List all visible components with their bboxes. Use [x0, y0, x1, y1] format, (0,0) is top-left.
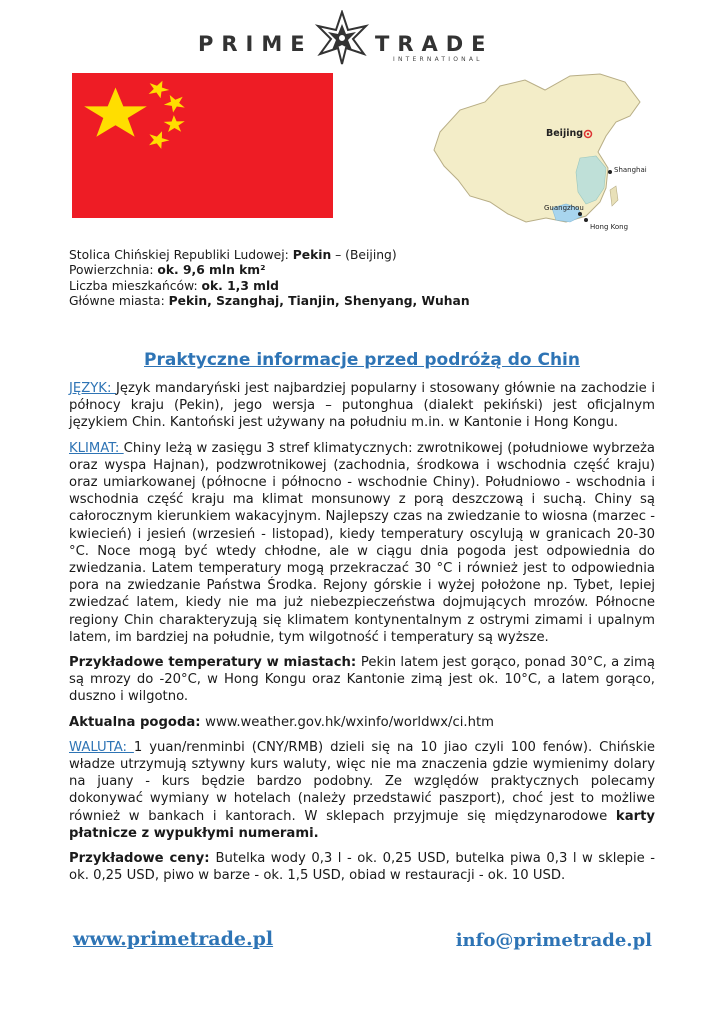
map-label-beijing: Beijing	[546, 128, 584, 139]
logo-star-icon	[312, 10, 372, 66]
china-map-image	[430, 72, 670, 242]
fact-capital: Stolica Chińskiej Republiki Ludowej: Pekin – (Beijing)	[69, 248, 397, 262]
paragraph-prices: Przykładowe ceny: Butelka wody 0,3 l - ok. 0,25 USD, butelka piwa 0,3 l w sklepie - ok. 0,25 USD, piwo w barze - ok. 1,5 USD, obiad w restauracji - ok. 10 USD.	[69, 851, 655, 884]
china-flag-image	[72, 73, 333, 218]
paragraph-currency: WALUTA: 1 yuan/renminbi (CNY/RMB) dzieli się na 10 jiao czyli 100 fenów). Chińskie władze utrzymują sztywny kurs waluty, więc nie ma znaczenia gdzie wymienimy dolary na juany - kurs będzie bardzo podobny. Ze względów praktycznych polecamy dokonywać wymiany w hotelach (należy przedstawić paszport), choć jest to możliwe również w bankach i kantorach. W sklepach przyjmuje się międzynarodowe karty płatnicze z wypukłymi numerami.	[69, 739, 655, 841]
paragraph-weather	[69, 714, 655, 731]
fact-cities: Główne miasta: Pekin, Szanghaj, Tianjin, Shenyang, Wuhan	[69, 293, 470, 308]
logo-subtitle: INTERNATIONAL	[393, 56, 483, 63]
label-temperatures: Przykładowe temperatury w miastach:	[69, 655, 361, 671]
fact-population: Liczba mieszkańców: ok. 1,3 mld	[69, 278, 279, 293]
country-facts	[69, 248, 470, 309]
footer-website-link[interactable]: www.primetrade.pl	[73, 928, 274, 950]
label-language: JĘZYK:	[69, 381, 116, 396]
logo-word-trade: TRADE	[375, 32, 494, 56]
company-logo	[0, 6, 724, 62]
label-prices: Przykładowe ceny:	[69, 851, 216, 867]
paragraph-language: JĘZYK: Język mandaryński jest najbardziej popularny i stosowany głównie na zachodzie i północy kraju (Pekin), jego wersja – putonghua (dialekt pekiński) jest oficjalnym językiem Chin. Kantoński jest używany na południu m.in. w Kantonie i Hong Kongu.	[69, 381, 655, 431]
paragraph-temperatures: Przykładowe temperatury w miastach: Pekin latem jest gorąco, ponad 30°C, a zimą są mrozy do -20°C, w Hong Kongu oraz Kantonie zimą jest ok. 10°C, a latem gorąco, duszno i wilgotno.	[69, 655, 655, 705]
label-weather: Aktualna pogoda:	[69, 714, 206, 730]
fact-area: Powierzchnia: ok. 9,6 mln km²	[69, 263, 266, 278]
map-label-hong-kong: Hong Kong	[590, 223, 629, 231]
map-label-shanghai: Shanghai	[614, 166, 647, 174]
map-label-guangzhou: Guangzhou	[544, 204, 584, 212]
label-climate: KLIMAT:	[69, 440, 124, 456]
weather-link[interactable]: www.weather.gov.hk/wxinfo/worldwx/ci.htm	[205, 714, 494, 730]
label-currency: WALUTA:	[69, 739, 134, 755]
paragraph-climate: KLIMAT: Chiny leżą w zasięgu 3 stref klimatycznych: zwrotnikowej (południowe wybrzeża oraz wyspa Hajnan), podzwrotnikowej (zachodnia, środkowa i wschodnia część kraju) oraz umiarkowanej (północne i północno - wschodnie Chiny). Południowo - wschodnia i wschodnia część kraju ma klimat monsunowy z porą deszczową i suchą. Chiny są całorocznym kierunkiem wakacyjnym. Najlepszy czas na zwiedzanie to wiosna (marzec - kwiecień) i jesień (wrzesień - listopad), kiedy temperatury oscylują w granicach 20-30 °C. Noce mogą być wtedy chłodne, ale w ciągu dnia pogoda jest odpowiednia do zwiedzania. Latem temperatury mogą przekraczać 30 °C i również jest to odpowiednia pora na zwiedzanie Państwa Środka. Rejony górskie i wyżej położone np. Tybet, lepiej zwiedzać latem, kiedy nie ma już niebezpieczeństwa dojmujących mrozów. Północne regiony Chin charakteryzują się klimatem kontynentalnym z ostrymi zimami i upalnym latem, im bardziej na południe, tym wilgotność i temperatury są wyższe.	[69, 440, 656, 645]
section-title: Praktyczne informacje przed podróżą do Chin	[144, 350, 580, 370]
travel-info-content	[69, 380, 655, 892]
footer-email-link[interactable]: info@primetrade.pl	[455, 930, 652, 951]
logo-word-prime: PRIME	[198, 32, 313, 56]
